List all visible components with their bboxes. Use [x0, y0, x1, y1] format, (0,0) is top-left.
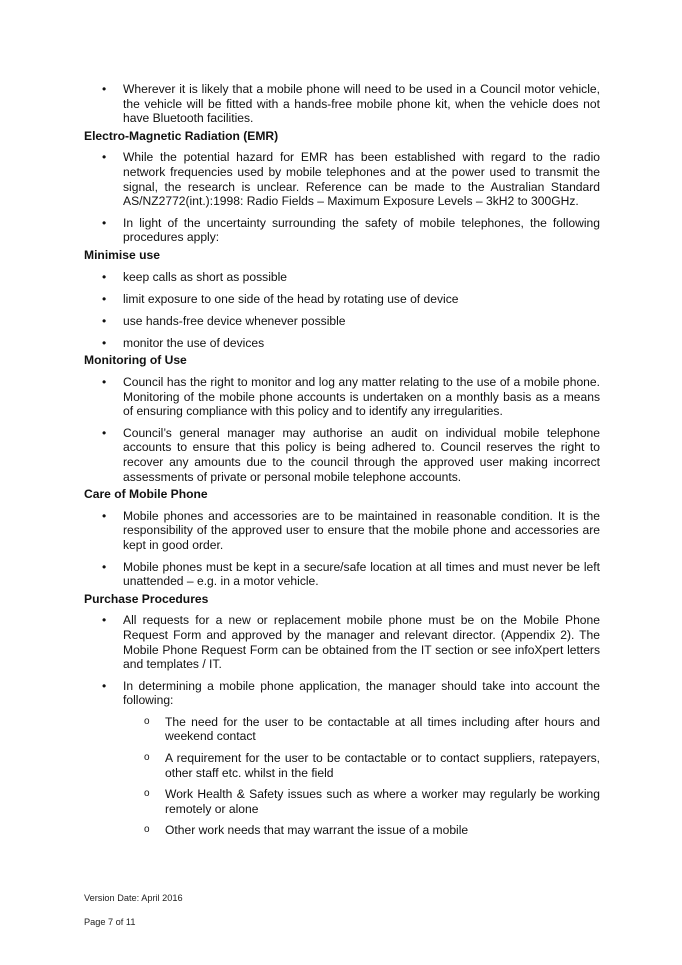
- emr-bullet-1: • While the potential hazard for EMR has been established with regard to the radio network frequencies used by mobile telephones and at the power used to transmit the signal, the research is unclear. Reference can be made to the Australian Standard AS/NZ2772(int.):1998: Radio Fields – Maximum Exposure Levels – 3kH2 to 300GHz.: [84, 150, 600, 208]
- care-bullet-1: • Mobile phones and accessories are to be maintained in reasonable condition. It is the responsibility of the approved user to ensure that the mobile phone and accessories are kept in good order.: [84, 509, 600, 553]
- monitoring-bullet-2: • Council’s general manager may authorise an audit on individual mobile telephone accounts to ensure that this policy is being adhered to. Council reserves the right to recover any amounts due to the council through the approved user making incorrect assessments of private or personal mobile telephone accounts.: [84, 426, 600, 484]
- minimise-bullet-4: • monitor the use of devices: [84, 336, 600, 351]
- purchase-bullet-1: • All requests for a new or replacement mobile phone must be on the Mobile Phone Request Form and approved by the manager and relevant director. (Appendix 2). The Mobile Phone Request Form can be obtained from the IT section or see infoXpert letters and templates / IT.: [84, 613, 600, 671]
- care-bullet-2: • Mobile phones must be kept in a secure/safe location at all times and must never be left unattended – e.g. in a motor vehicle.: [84, 560, 600, 589]
- heading-emr: Electro-Magnetic Radiation (EMR): [84, 128, 279, 143]
- minimise-bullet-3: • use hands-free device whenever possible: [84, 314, 600, 329]
- heading-purchase: Purchase Procedures: [84, 591, 209, 606]
- minimise-bullet-1: • keep calls as short as possible: [84, 270, 600, 285]
- heading-care: Care of Mobile Phone: [84, 487, 208, 502]
- footer-page-number: Page 7 of 11: [84, 917, 136, 927]
- heading-monitoring: Monitoring of Use: [84, 353, 187, 368]
- minimise-bullet-2: • limit exposure to one side of the head by rotating use of device: [84, 292, 600, 307]
- purchase-sub-bullet-4: o Other work needs that may warrant the issue of a mobile: [84, 823, 600, 838]
- heading-minimise-use: Minimise use: [84, 247, 160, 262]
- purchase-bullet-2: • In determining a mobile phone application, the manager should take into account the following:: [84, 679, 600, 708]
- purchase-sub-bullet-2: o A requirement for the user to be contactable or to contact suppliers, ratepayers, other staff etc. whilst in the field: [84, 751, 600, 780]
- emr-bullet-2: • In light of the uncertainty surrounding the safety of mobile telephones, the following procedures apply:: [84, 216, 600, 245]
- purchase-sub-bullet-3: o Work Health & Safety issues such as where a worker may regularly be working remotely or alone: [84, 787, 600, 816]
- purchase-sub-bullet-1: o The need for the user to be contactable at all times including after hours and weekend contact: [84, 715, 600, 744]
- page-content: [84, 82, 600, 838]
- monitoring-bullet-1: • Council has the right to monitor and log any matter relating to the use of a mobile phone. Monitoring of the mobile phone accounts is undertaken on a monthly basis as a means of ensuring compliance with this policy and to identify any irregularities.: [84, 375, 600, 419]
- footer-version-date: Version Date: April 2016: [84, 893, 183, 903]
- intro-bullet: • Wherever it is likely that a mobile phone will need to be used in a Council motor vehicle, the vehicle will be fitted with a hands-free mobile phone kit, when the vehicle does not have Bluetooth facilities.: [84, 82, 600, 126]
